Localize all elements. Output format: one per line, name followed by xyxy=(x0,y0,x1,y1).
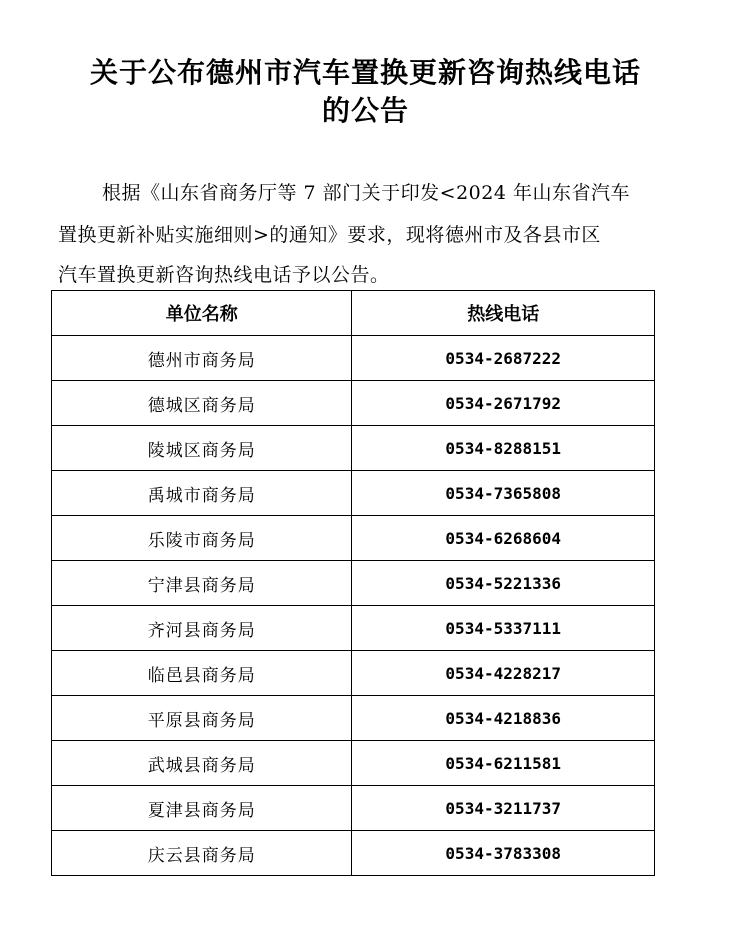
unit-name-cell: 乐陵市商务局 xyxy=(52,516,352,561)
table-row xyxy=(52,606,655,651)
table-row xyxy=(52,651,655,696)
table-row xyxy=(52,831,655,876)
table-row xyxy=(52,741,655,786)
unit-name-cell: 禹城市商务局 xyxy=(52,471,352,516)
body-paragraph-line: 汽车置换更新咨询热线电话予以公告。 xyxy=(58,264,390,286)
document-title-continued: 的公告 xyxy=(321,94,409,127)
column-header-phone: 热线电话 xyxy=(352,291,655,336)
column-header-unit: 单位名称 xyxy=(52,291,352,336)
phone-number-cell: 0534-7365808 xyxy=(352,471,655,516)
table-header-row xyxy=(52,291,655,336)
unit-name-cell: 夏津县商务局 xyxy=(52,786,352,831)
body-paragraph-line: 根据《山东省商务厅等 7 部门关于印发<2024 年山东省汽车 xyxy=(102,182,630,204)
table-row xyxy=(52,516,655,561)
table-row xyxy=(52,336,655,381)
unit-name-cell: 临邑县商务局 xyxy=(52,651,352,696)
phone-number-cell: 0534-6211581 xyxy=(352,741,655,786)
unit-name-cell: 宁津县商务局 xyxy=(52,561,352,606)
phone-number-cell: 0534-4218836 xyxy=(352,696,655,741)
phone-number-cell: 0534-2687222 xyxy=(352,336,655,381)
unit-name-cell: 齐河县商务局 xyxy=(52,606,352,651)
phone-number-cell: 0534-6268604 xyxy=(352,516,655,561)
table-row xyxy=(52,786,655,831)
document-title: 关于公布德州市汽车置换更新咨询热线电话 xyxy=(89,56,641,89)
unit-name-cell: 武城县商务局 xyxy=(52,741,352,786)
phone-number-cell: 0534-3783308 xyxy=(352,831,655,876)
table-row xyxy=(52,381,655,426)
phone-number-cell: 0534-5337111 xyxy=(352,606,655,651)
table-row xyxy=(52,696,655,741)
phone-number-cell: 0534-4228217 xyxy=(352,651,655,696)
unit-name-cell: 德城区商务局 xyxy=(52,381,352,426)
phone-number-cell: 0534-8288151 xyxy=(352,426,655,471)
table-row xyxy=(52,426,655,471)
table-row xyxy=(52,471,655,516)
table-row xyxy=(52,561,655,606)
unit-name-cell: 庆云县商务局 xyxy=(52,831,352,876)
phone-number-cell: 0534-5221336 xyxy=(352,561,655,606)
body-paragraph-line: 置换更新补贴实施细则>的通知》要求，现将德州市及各县市区 xyxy=(58,224,601,246)
unit-name-cell: 平原县商务局 xyxy=(52,696,352,741)
unit-name-cell: 陵城区商务局 xyxy=(52,426,352,471)
phone-number-cell: 0534-3211737 xyxy=(352,786,655,831)
hotline-table xyxy=(51,290,655,876)
unit-name-cell: 德州市商务局 xyxy=(52,336,352,381)
phone-number-cell: 0534-2671792 xyxy=(352,381,655,426)
